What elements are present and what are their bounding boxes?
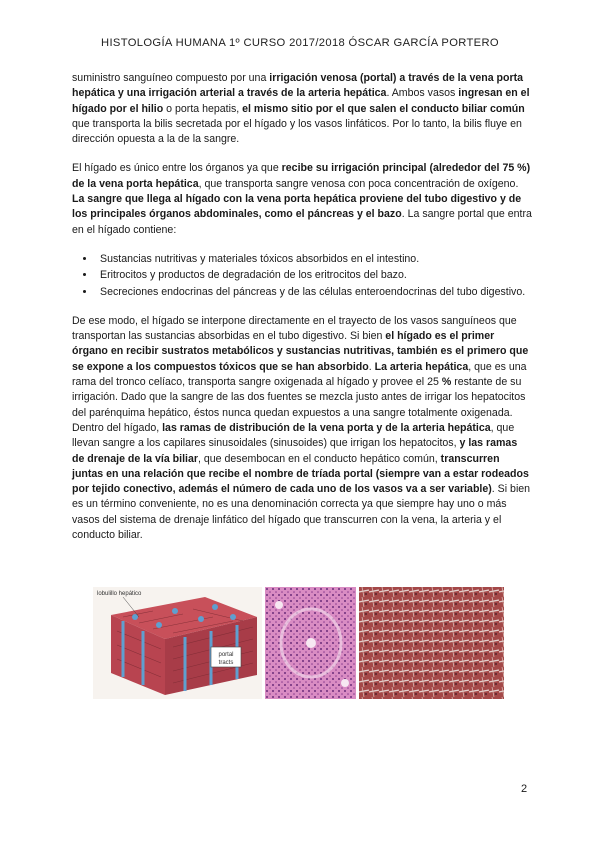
text-run: , que llevan sangre a los capilares sinusoidales (sinusoides) que irrigan los hepatocitos, bbox=[72, 421, 515, 450]
list-item: • Eritrocitos y productos de degradación de los eritrocitos del bazo. bbox=[96, 268, 532, 283]
paragraph-1 bbox=[72, 71, 532, 147]
paragraph-3 bbox=[72, 314, 532, 543]
bold-text: transcurren juntas en una relación que recibe el nombre de tríada portal (siempre van a estar rodeados por tejido conectivo, además el número de cada uno de los vasos va a ser variable) bbox=[72, 452, 529, 496]
bold-text: La arteria hepática bbox=[374, 360, 469, 373]
bold-text: recibe su irrigación principal (alrededor del 75 %) de la vena porta hepática bbox=[72, 162, 531, 190]
text-run: . Si bien es un término conveniente, no es una denominación correcta ya que siempre hay uno o más vasos del sistema de drenaje linfático del hígado que transcurren con la vena, la arteria y el conducto biliar. bbox=[72, 483, 531, 542]
label-tracts: tracts bbox=[218, 660, 234, 666]
bold-text: y las ramas de drenaje de la vía biliar bbox=[72, 437, 518, 465]
lobule-diagram bbox=[93, 587, 262, 699]
page-number: 2 bbox=[521, 783, 528, 795]
bold-text: el hígado es el primer órgano en recibir sustratos metabólicos y sustancias nutritivas, también es el primero que se expone a los compuestos tóxicos que se han absorbido bbox=[72, 330, 529, 373]
liver-figure bbox=[93, 587, 504, 699]
text-run: El hígado es único entre los órganos ya que bbox=[72, 162, 282, 175]
text-run: , que desembocan en el conducto hepático común, bbox=[198, 452, 441, 465]
bold-text: % bbox=[441, 376, 452, 389]
hepatocyte-micrograph bbox=[359, 587, 504, 699]
label-lobulillo: lobulillo hepático bbox=[97, 591, 142, 597]
text-run: . Ambos vasos bbox=[386, 87, 459, 100]
bold-text: La sangre que llega al hígado con la vena porta hepática proviene del tubo digestivo y de los principales órganos abdominales, como el páncreas y el bazo bbox=[72, 193, 522, 221]
list-item: • Secreciones endocrinas del páncreas y de las células enteroendocrinas del tubo digestivo. bbox=[96, 285, 532, 300]
text-run: , que es una rama del tronco celíaco, transporta sangre oxigenada al hígado y provee el 25 bbox=[72, 360, 527, 389]
text-run: De ese modo, el hígado se interpone directamente en el trayecto de los vasos sanguíneos que transportan las sustancias absorbidas en el tubo digestivo. Si bien bbox=[72, 314, 517, 343]
page-header: HISTOLOGÍA HUMANA 1º CURSO 2017/2018 ÓSCAR GARCÍA PORTERO bbox=[101, 37, 499, 49]
text-run: o porta hepatis, bbox=[163, 102, 243, 115]
document-body bbox=[72, 71, 532, 557]
text-run: , que transporta sangre venosa con poca concentración de oxígeno. bbox=[198, 177, 519, 190]
text-run: . bbox=[368, 360, 375, 373]
text-run: . La sangre portal que entra en el hígado contiene: bbox=[72, 208, 532, 236]
bold-text: el mismo sitio por el que salen el conducto biliar común bbox=[242, 102, 525, 115]
text-run: suministro sanguíneo compuesto por una bbox=[72, 72, 270, 84]
paragraph-2 bbox=[72, 161, 532, 237]
bold-text: las ramas de distribución de la vena porta y de la arteria hepática bbox=[162, 421, 491, 434]
bold-text: ingresan en el hígado por el hilio bbox=[72, 87, 530, 115]
text-run: restante de su irrigación. Dado que la sangre de las dos fuentes se mezcla justo antes de irrigar los hepatocitos del parénquima hepático, éstos nunca quedan expuestos a una sangre totalmente oxigenada. Dentro del hígado, bbox=[72, 376, 526, 434]
text-run: que transporta la bilis secretada por el hígado y los vasos linfáticos. Por lo tanto, la bilis fluye en dirección opuesta a la de la sangre. bbox=[72, 117, 522, 146]
bold-text: irrigación venosa (portal) a través de la vena porta hepática y una irrigación arterial a través de la arteria hepática bbox=[72, 72, 524, 100]
bullet-list bbox=[72, 252, 532, 300]
he-micrograph bbox=[265, 587, 356, 699]
list-item: • Sustancias nutritivas y materiales tóxicos absorbidos en el intestino. bbox=[96, 252, 532, 267]
label-portal: portal bbox=[218, 652, 234, 658]
